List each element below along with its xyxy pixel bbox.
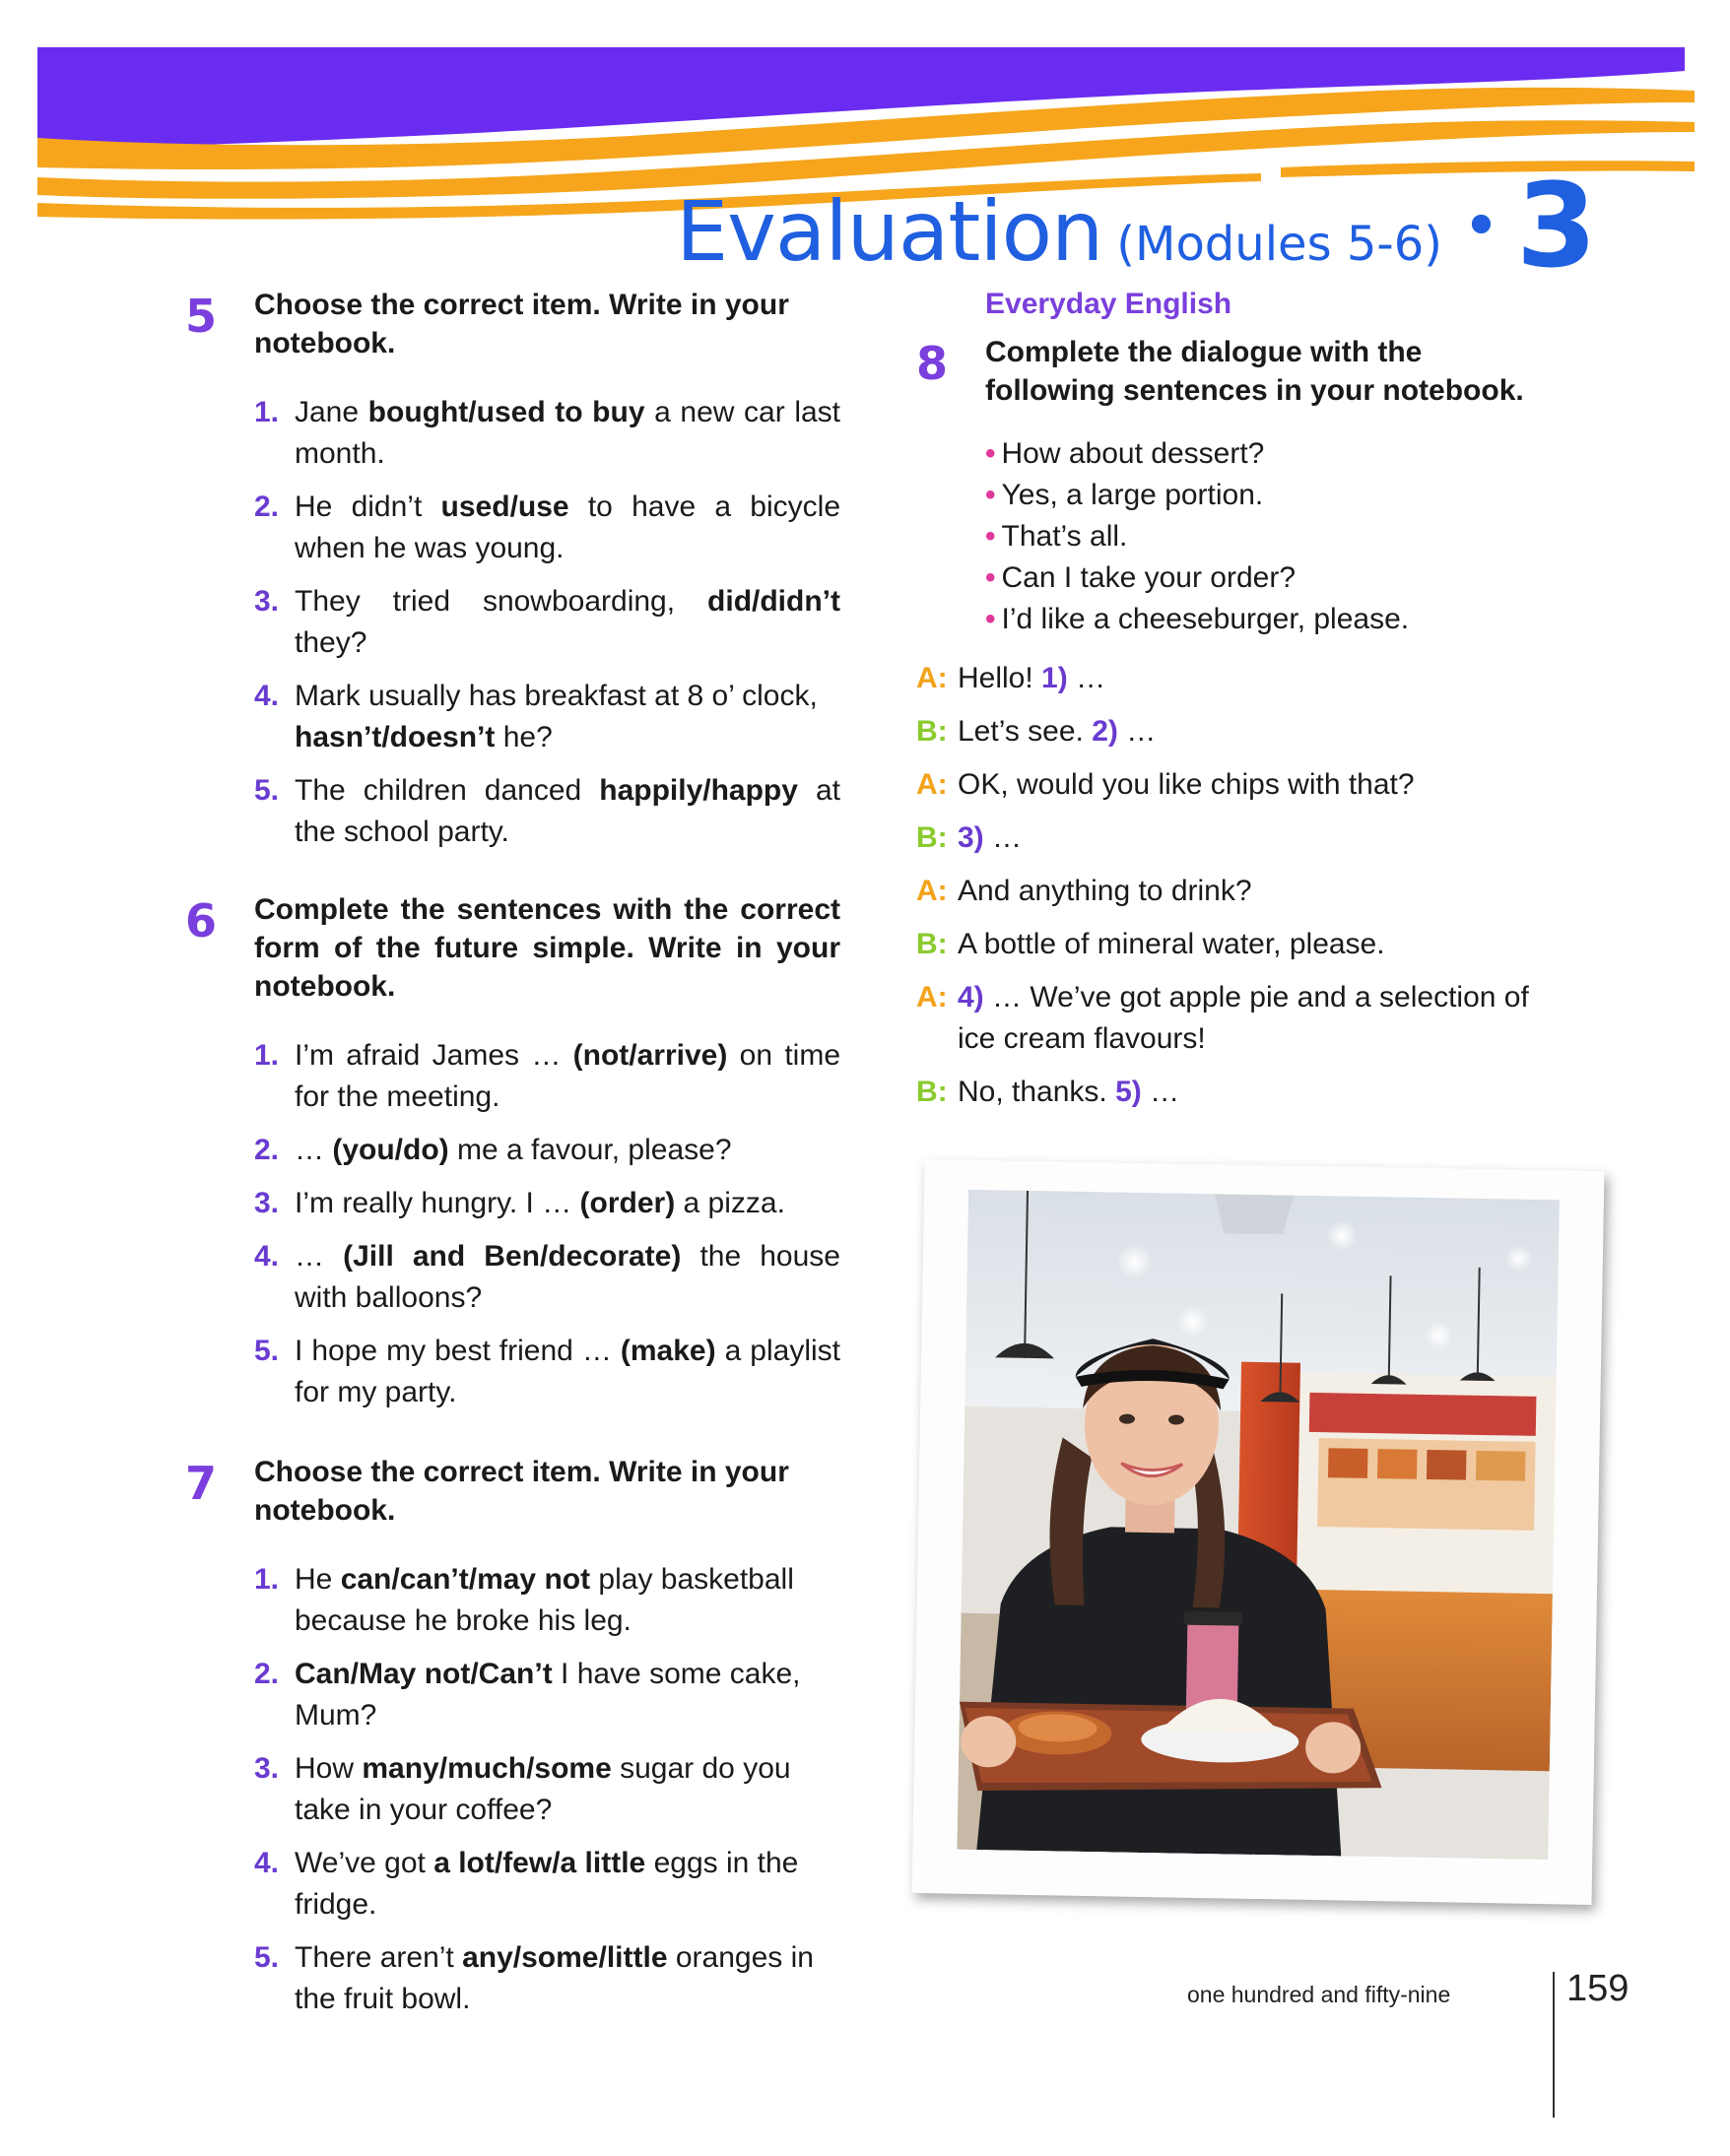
- speaker-label: A:: [916, 981, 948, 1013]
- exercise-number: 7: [185, 1457, 218, 1510]
- bullet: •: [985, 479, 996, 511]
- item-text: the house with balloons?: [295, 1240, 840, 1314]
- item-list: [254, 1559, 840, 2020]
- line-text: … We’ve got apple pie and a selection of ice cream flavours!: [958, 981, 1529, 1055]
- list-item: [985, 433, 1557, 475]
- item-text: they?: [295, 626, 367, 659]
- exercise-5: [185, 286, 840, 853]
- item-choice: many/much/some: [362, 1752, 612, 1785]
- item-choice: used/use: [440, 490, 569, 523]
- section-heading: Everyday English: [985, 288, 1232, 320]
- item-number: 5.: [254, 774, 280, 807]
- list-item: [254, 1331, 840, 1413]
- item-text: oranges in the fruit bowl.: [295, 1941, 814, 2015]
- exercise-number: 8: [916, 337, 949, 390]
- line-text: Let’s see.: [958, 715, 1093, 748]
- item-number: 3.: [254, 1187, 280, 1219]
- item-text: We’ve got: [295, 1847, 434, 1879]
- dialogue-line: [916, 871, 1557, 912]
- line-text: …: [1117, 715, 1157, 748]
- exercise-7: [185, 1453, 840, 2020]
- page-number-words: one hundred and fifty-nine: [1187, 1982, 1451, 2007]
- bullet: •: [985, 520, 996, 553]
- list-item: [254, 1654, 840, 1736]
- list-item: [985, 599, 1557, 640]
- item-text: play basketball because he broke his leg.: [295, 1563, 794, 1637]
- item-text: I’m afraid James …: [295, 1039, 573, 1072]
- speaker-label: A:: [916, 875, 948, 907]
- item-text: They tried snowboarding,: [295, 585, 708, 618]
- item-number: 2.: [254, 490, 280, 523]
- item-text: He: [295, 1563, 341, 1596]
- list-item: [254, 1559, 840, 1642]
- item-number: 5.: [254, 1941, 280, 1974]
- item-verb: (make): [620, 1335, 716, 1367]
- option-text: Yes, a large portion.: [1001, 479, 1264, 511]
- page-title: [676, 158, 1597, 294]
- exercise-number: 5: [185, 290, 218, 343]
- title-number: 3: [1515, 158, 1597, 294]
- speaker-label: B:: [916, 1076, 948, 1108]
- item-text: …: [295, 1240, 344, 1273]
- exercise-instruction: Choose the correct item. Write in your notebook.: [254, 289, 789, 359]
- item-text: to have a bicycle when he was young.: [295, 490, 840, 564]
- item-choice: happily/happy: [599, 774, 798, 807]
- item-number: 3.: [254, 1752, 280, 1785]
- line-text: A bottle of mineral water, please.: [958, 928, 1385, 960]
- item-verb: (order): [579, 1187, 676, 1219]
- item-list: [254, 1035, 840, 1413]
- item-number: 2.: [254, 1658, 280, 1690]
- waitress-photo: [912, 1159, 1605, 1905]
- speaker-label: A:: [916, 768, 948, 801]
- item-choice: a lot/few/a little: [433, 1847, 646, 1879]
- line-text: …: [1067, 662, 1106, 694]
- item-number: 4.: [254, 1240, 280, 1273]
- item-number: 1.: [254, 1563, 280, 1596]
- item-text: at the school party.: [295, 774, 840, 848]
- page-number: 159: [1566, 1968, 1630, 2009]
- list-item: [254, 1937, 840, 2020]
- item-number: 5.: [254, 1335, 280, 1367]
- speaker-label: B:: [916, 928, 948, 960]
- item-choice: Can/May not/Can’t: [295, 1658, 553, 1690]
- option-text: That’s all.: [1001, 520, 1128, 553]
- item-choice: hasn’t/doesn’t: [295, 721, 496, 753]
- line-text: OK, would you like chips with that?: [958, 768, 1415, 801]
- list-item: [254, 581, 840, 664]
- exercise-instruction: Choose the correct item. Write in your notebook.: [254, 1456, 789, 1527]
- item-text: Jane: [295, 396, 368, 428]
- item-list: [254, 392, 840, 853]
- line-text: No, thanks.: [958, 1076, 1116, 1108]
- item-text: I hope my best friend …: [295, 1335, 621, 1367]
- item-number: 2.: [254, 1134, 280, 1166]
- item-number: 4.: [254, 680, 280, 712]
- gap-number: 5): [1115, 1076, 1142, 1108]
- sentence-options: [985, 433, 1557, 640]
- list-item: [254, 1130, 840, 1171]
- dialogue: [916, 658, 1557, 1113]
- gap-number: 1): [1041, 662, 1068, 694]
- list-item: [254, 487, 840, 569]
- item-text: me a favour, please?: [448, 1134, 732, 1166]
- item-verb: (you/do): [332, 1134, 449, 1166]
- item-text: eggs in the fridge.: [295, 1847, 799, 1921]
- title-text: Evaluation: [676, 183, 1103, 280]
- option-text: How about dessert?: [1001, 437, 1265, 470]
- item-text: a playlist for my party.: [295, 1335, 840, 1408]
- right-column: [916, 288, 1557, 1125]
- line-text: And anything to drink?: [958, 875, 1252, 907]
- list-item: [985, 516, 1557, 557]
- bullet: •: [985, 437, 996, 470]
- item-text: I’m really hungry. I …: [295, 1187, 580, 1219]
- photo-image: [957, 1190, 1560, 1860]
- dialogue-line: [916, 711, 1557, 752]
- speaker-label: B:: [916, 821, 948, 854]
- exercise-6: [185, 890, 840, 1413]
- item-text: The children danced: [295, 774, 600, 807]
- list-item: [985, 475, 1557, 516]
- list-item: [254, 392, 840, 475]
- exercise-number: 6: [185, 894, 218, 947]
- item-text: …: [295, 1134, 333, 1166]
- dialogue-line: [916, 924, 1557, 965]
- item-choice: can/can’t/may not: [340, 1563, 591, 1596]
- list-item: [254, 1035, 840, 1118]
- item-text: sugar do you take in your coffee?: [295, 1752, 791, 1826]
- dialogue-line: [916, 658, 1557, 699]
- speaker-label: A:: [916, 662, 948, 694]
- item-verb: (Jill and Ben/decorate): [343, 1240, 682, 1273]
- item-text: on time for the meeting.: [295, 1039, 841, 1113]
- exercise-instruction: Complete the sentences with the correct form of the future simple. Write in your notebook.: [254, 893, 840, 1003]
- list-item: [254, 770, 840, 853]
- item-choice: any/some/little: [462, 1941, 668, 1974]
- title-bullet: •: [1461, 188, 1500, 264]
- dialogue-line: [916, 817, 1557, 859]
- dialogue-line: [916, 764, 1557, 806]
- list-item: [985, 557, 1557, 599]
- left-column: [185, 286, 840, 2032]
- item-text: a pizza.: [675, 1187, 785, 1219]
- gap-number: 4): [958, 981, 984, 1013]
- list-item: [254, 1236, 840, 1319]
- option-text: Can I take your order?: [1001, 561, 1297, 594]
- item-number: 3.: [254, 585, 280, 618]
- dialogue-line: [916, 1072, 1557, 1113]
- gap-number: 3): [958, 821, 984, 854]
- bullet: •: [985, 603, 996, 635]
- list-item: [254, 676, 840, 758]
- option-text: I’d like a cheeseburger, please.: [1001, 603, 1410, 635]
- exercise-instruction: Complete the dialogue with the following sentences in your notebook.: [985, 336, 1524, 407]
- list-item: [254, 1843, 840, 1926]
- line-text: …: [1141, 1076, 1180, 1108]
- item-text: a new car last month.: [295, 396, 841, 470]
- item-text: Mark usually has breakfast at 8 o’ clock,: [295, 680, 818, 712]
- gap-number: 2): [1092, 715, 1118, 748]
- item-choice: bought/used to buy: [367, 396, 645, 428]
- item-text: he?: [495, 721, 553, 753]
- item-choice: did/didn’t: [707, 585, 840, 618]
- item-number: 1.: [254, 396, 280, 428]
- item-text: How: [295, 1752, 363, 1785]
- speaker-label: B:: [916, 715, 948, 748]
- list-item: [254, 1748, 840, 1831]
- item-verb: (not/arrive): [572, 1039, 728, 1072]
- item-number: 4.: [254, 1847, 280, 1879]
- list-item: [254, 1183, 840, 1224]
- title-subtitle: (Modules 5-6): [1116, 217, 1442, 272]
- footer-divider: [1553, 1972, 1555, 2118]
- item-number: 1.: [254, 1039, 280, 1072]
- item-text: There aren’t: [295, 1941, 463, 1974]
- item-text: He didn’t: [295, 490, 441, 523]
- dialogue-line: [916, 977, 1557, 1060]
- bullet: •: [985, 561, 996, 594]
- item-text: I have some cake, Mum?: [295, 1658, 801, 1731]
- exercise-8: [916, 333, 1557, 1113]
- line-text: …: [983, 821, 1023, 854]
- line-text: Hello!: [958, 662, 1042, 694]
